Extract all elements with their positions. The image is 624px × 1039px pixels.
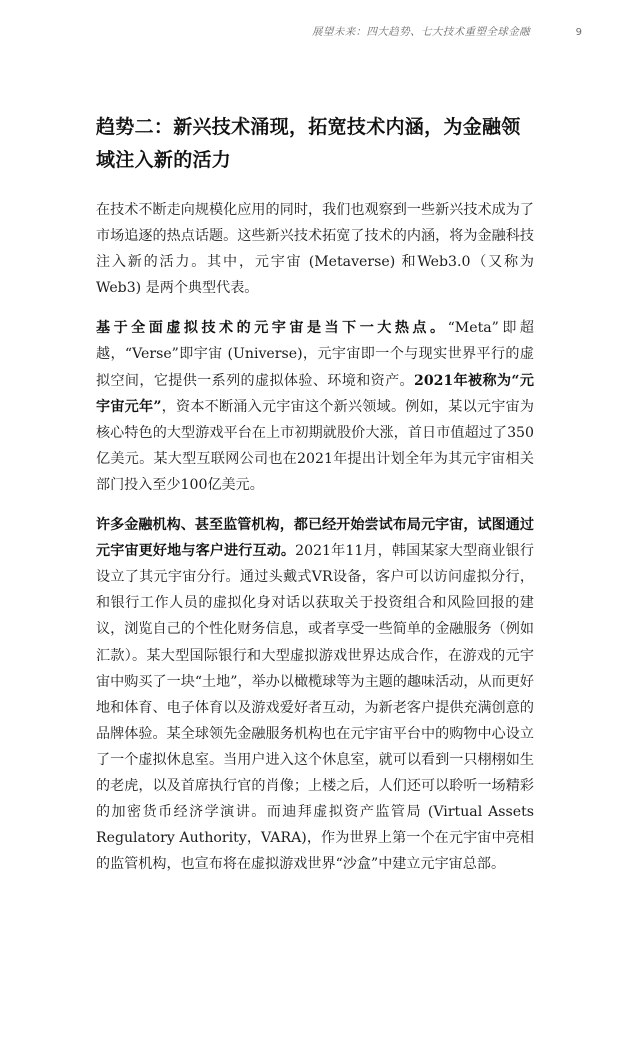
intro-text: 在技术不断走向规模化应用的同时，我们也观察到一些新兴技术成为了市场追逐的热点话题。这些新兴技术拓宽了技术的内涵，将为金融科技注入新的活力。其中，元宇宙 (Metaverse) 和Web3.0（又称为Web3) 是两个典型代表。 [96,202,534,297]
institutions-examples: 2021年11月，韩国某家大型商业银行设立了其元宇宙分行。通过头戴式VR设备，客户可以访问虚拟分行，和银行工作人员的虚拟化身对话以获取关于投资组合和风险回报的建议，浏览自己的个性化财务信息，或者享受一些简单的金融服务（例如汇款）。某大型国际银行和大型虚拟游戏世界达成合作，在游戏的元宇宙中购买了一块“土地”，举办以橄榄球等为主题的趣味活动，从而更好地和体育、电子体育以及游戏爱好者互动，为新老客户提供充满创意的品牌体验。某全球领先金融服务机构也在元宇宙平台中的购物中心设立了一个虚拟休息室。当用户进入这个休息室，就可以看到一只栩栩如生的老虎，以及首席执行官的肖像；上楼之后，人们还可以聆听一场精彩的加密货币经济学演讲。而迪拜虚拟资产监管局 (Virtual Assets Regulatory Authority，VARA)，作为世界上第一个在元宇宙中亮相的监管机构，也宣布将在虚拟游戏世界“沙盒”中建立元宇宙总部。 [96,543,534,873]
running-header: 展望未来：四大趋势、七大技术重塑全球金融 [312,26,530,38]
metaverse-investment: ，资本不断涌入元宇宙这个新兴领域。例如，某以元宇宙为核心特色的大型游戏平台在上市初期就股价大涨，首日市值超过了350亿美元。某大型互联网公司也在2021年提出计划全年为其元宇宙相关部门投入至少100亿美元。 [96,398,535,493]
paragraph-intro [96,197,534,301]
section-title: 趋势二：新兴技术涌现，拓宽技术内涵，为金融领域注入新的活力 [96,116,521,171]
paragraph-metaverse [96,315,534,498]
metaverse-lead: 基于全面虚拟技术的元宇宙是当下一大热点。 [96,320,448,337]
page-number: 9 [575,27,582,38]
main-content [96,111,534,891]
paragraph-financial-institutions [96,512,534,877]
metaverse-year-highlight: 2021年被称为“元宇宙元年” [96,372,534,415]
metaverse-definition: “Meta”即超越，“Verse”即宇宙 (Universe)，元宇宙即一个与现实世界平行的虚拟空间，它提供一系列的虚拟体验、环境和资产。 [96,320,535,389]
institutions-lead: 许多金融机构、甚至监管机构，都已经开始尝试布局元宇宙，试图通过元宇宙更好地与客户进行互动。 [96,517,534,560]
